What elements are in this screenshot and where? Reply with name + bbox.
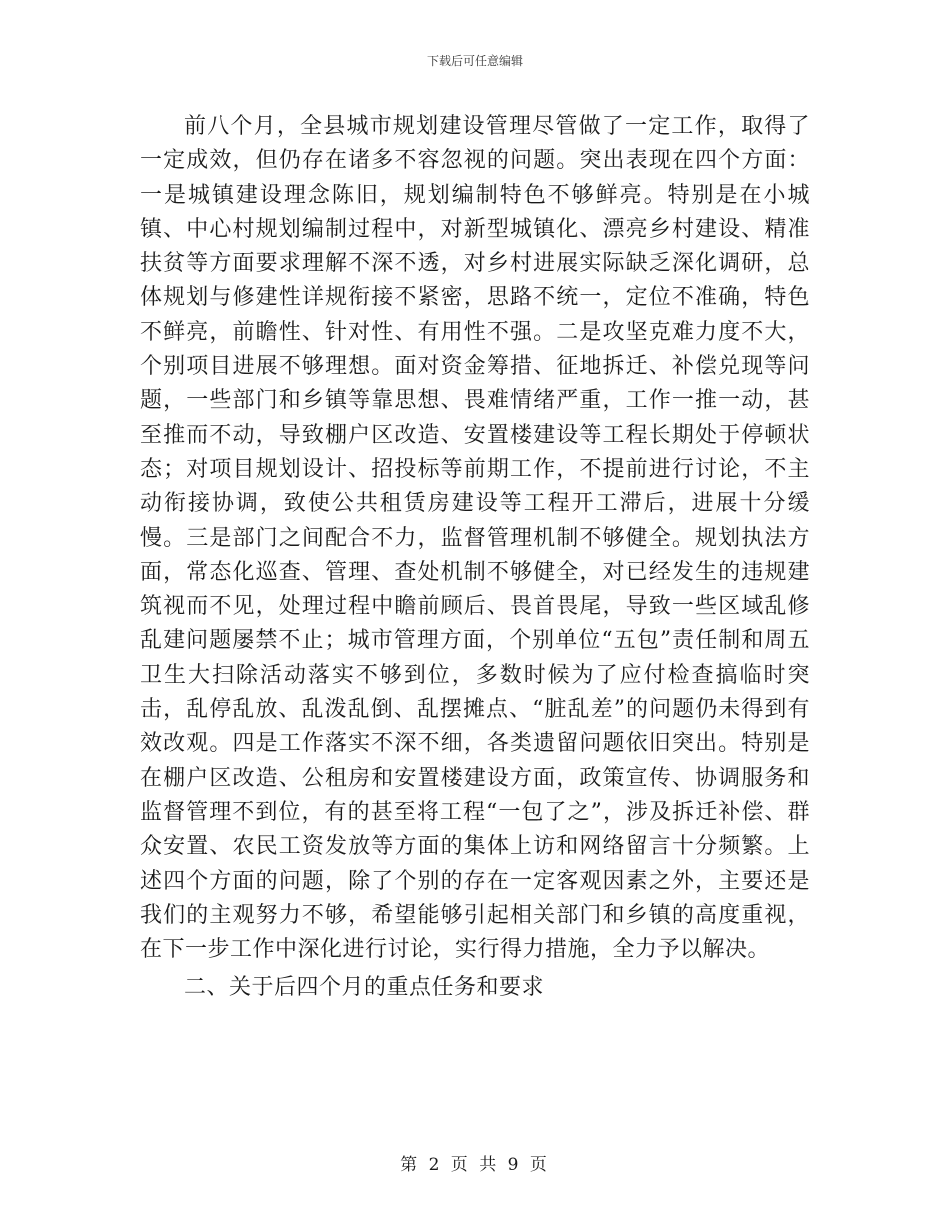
body-paragraph: 前八个月，全县城市规划建设管理尽管做了一定工作，取得了一定成效，但仍存在诸多不容忽视的问题。突出表现在四个方面：一是城镇建设理念陈旧，规划编制特色不够鲜亮。特别是在小城镇、中心村规划编制过程中，对新型城镇化、漂亮乡村建设、精准扶贫等方面要求理解不深不透，对乡村进展实际缺乏深化调研，总体规划与修建性详规衔接不紧密，思路不统一，定位不准确，特色不鲜亮，前瞻性、针对性、有用性不强。二是攻坚克难力度不大，个别项目进展不够理想。面对资金筹措、征地拆迁、补偿兑现等问题，一些部门和乡镇等靠思想、畏难情绪严重，工作一推一动，甚至推而不动，导致棚户区改造、安置楼建设等工程长期处于停顿状态；对项目规划设计、招投标等前期工作，不提前进行讨论，不主动衔接协调，致使公共租赁房建设等工程开工滞后，进展十分缓慢。三是部门之间配合不力，监督管理机制不够健全。规划执法方面，常态化巡查、管理、查处机制不够健全，对已经发生的违规建筑视而不见，处理过程中瞻前顾后、畏首畏尾，导致一些区域乱修乱建问题屡禁不止；城市管理方面，个别单位“五包”责任制和周五卫生大扫除活动落实不够到位，多数时候为了应付检查搞临时突击，乱停乱放、乱泼乱倒、乱摆摊点、“脏乱差”的问题仍未得到有效改观。四是工作落实不深不细，各类遗留问题依旧突出。特别是在棚户区改造、公租房和安置楼建设方面，政策宣传、协调服务和监督管理不到位，有的甚至将工程“一包了之”，涉及拆迁补偿、群众安置、农民工资发放等方面的集体上访和网络留言十分频繁。上述四个方面的问题，除了个别的存在一定客观因素之外，主要还是我们的主观努力不够，希望能够引起相关部门和乡镇的高度重视，在下一步工作中深化进行讨论，实行得力措施，全力予以解决。	[140, 114, 810, 963]
section-heading: 二、关于后四个月的重点任务和要求	[184, 975, 545, 1001]
page-number: 第 2 页 共 9 页	[400, 1155, 550, 1175]
header-note: 下载后可任意编辑	[426, 54, 523, 68]
document-body	[140, 110, 810, 1005]
